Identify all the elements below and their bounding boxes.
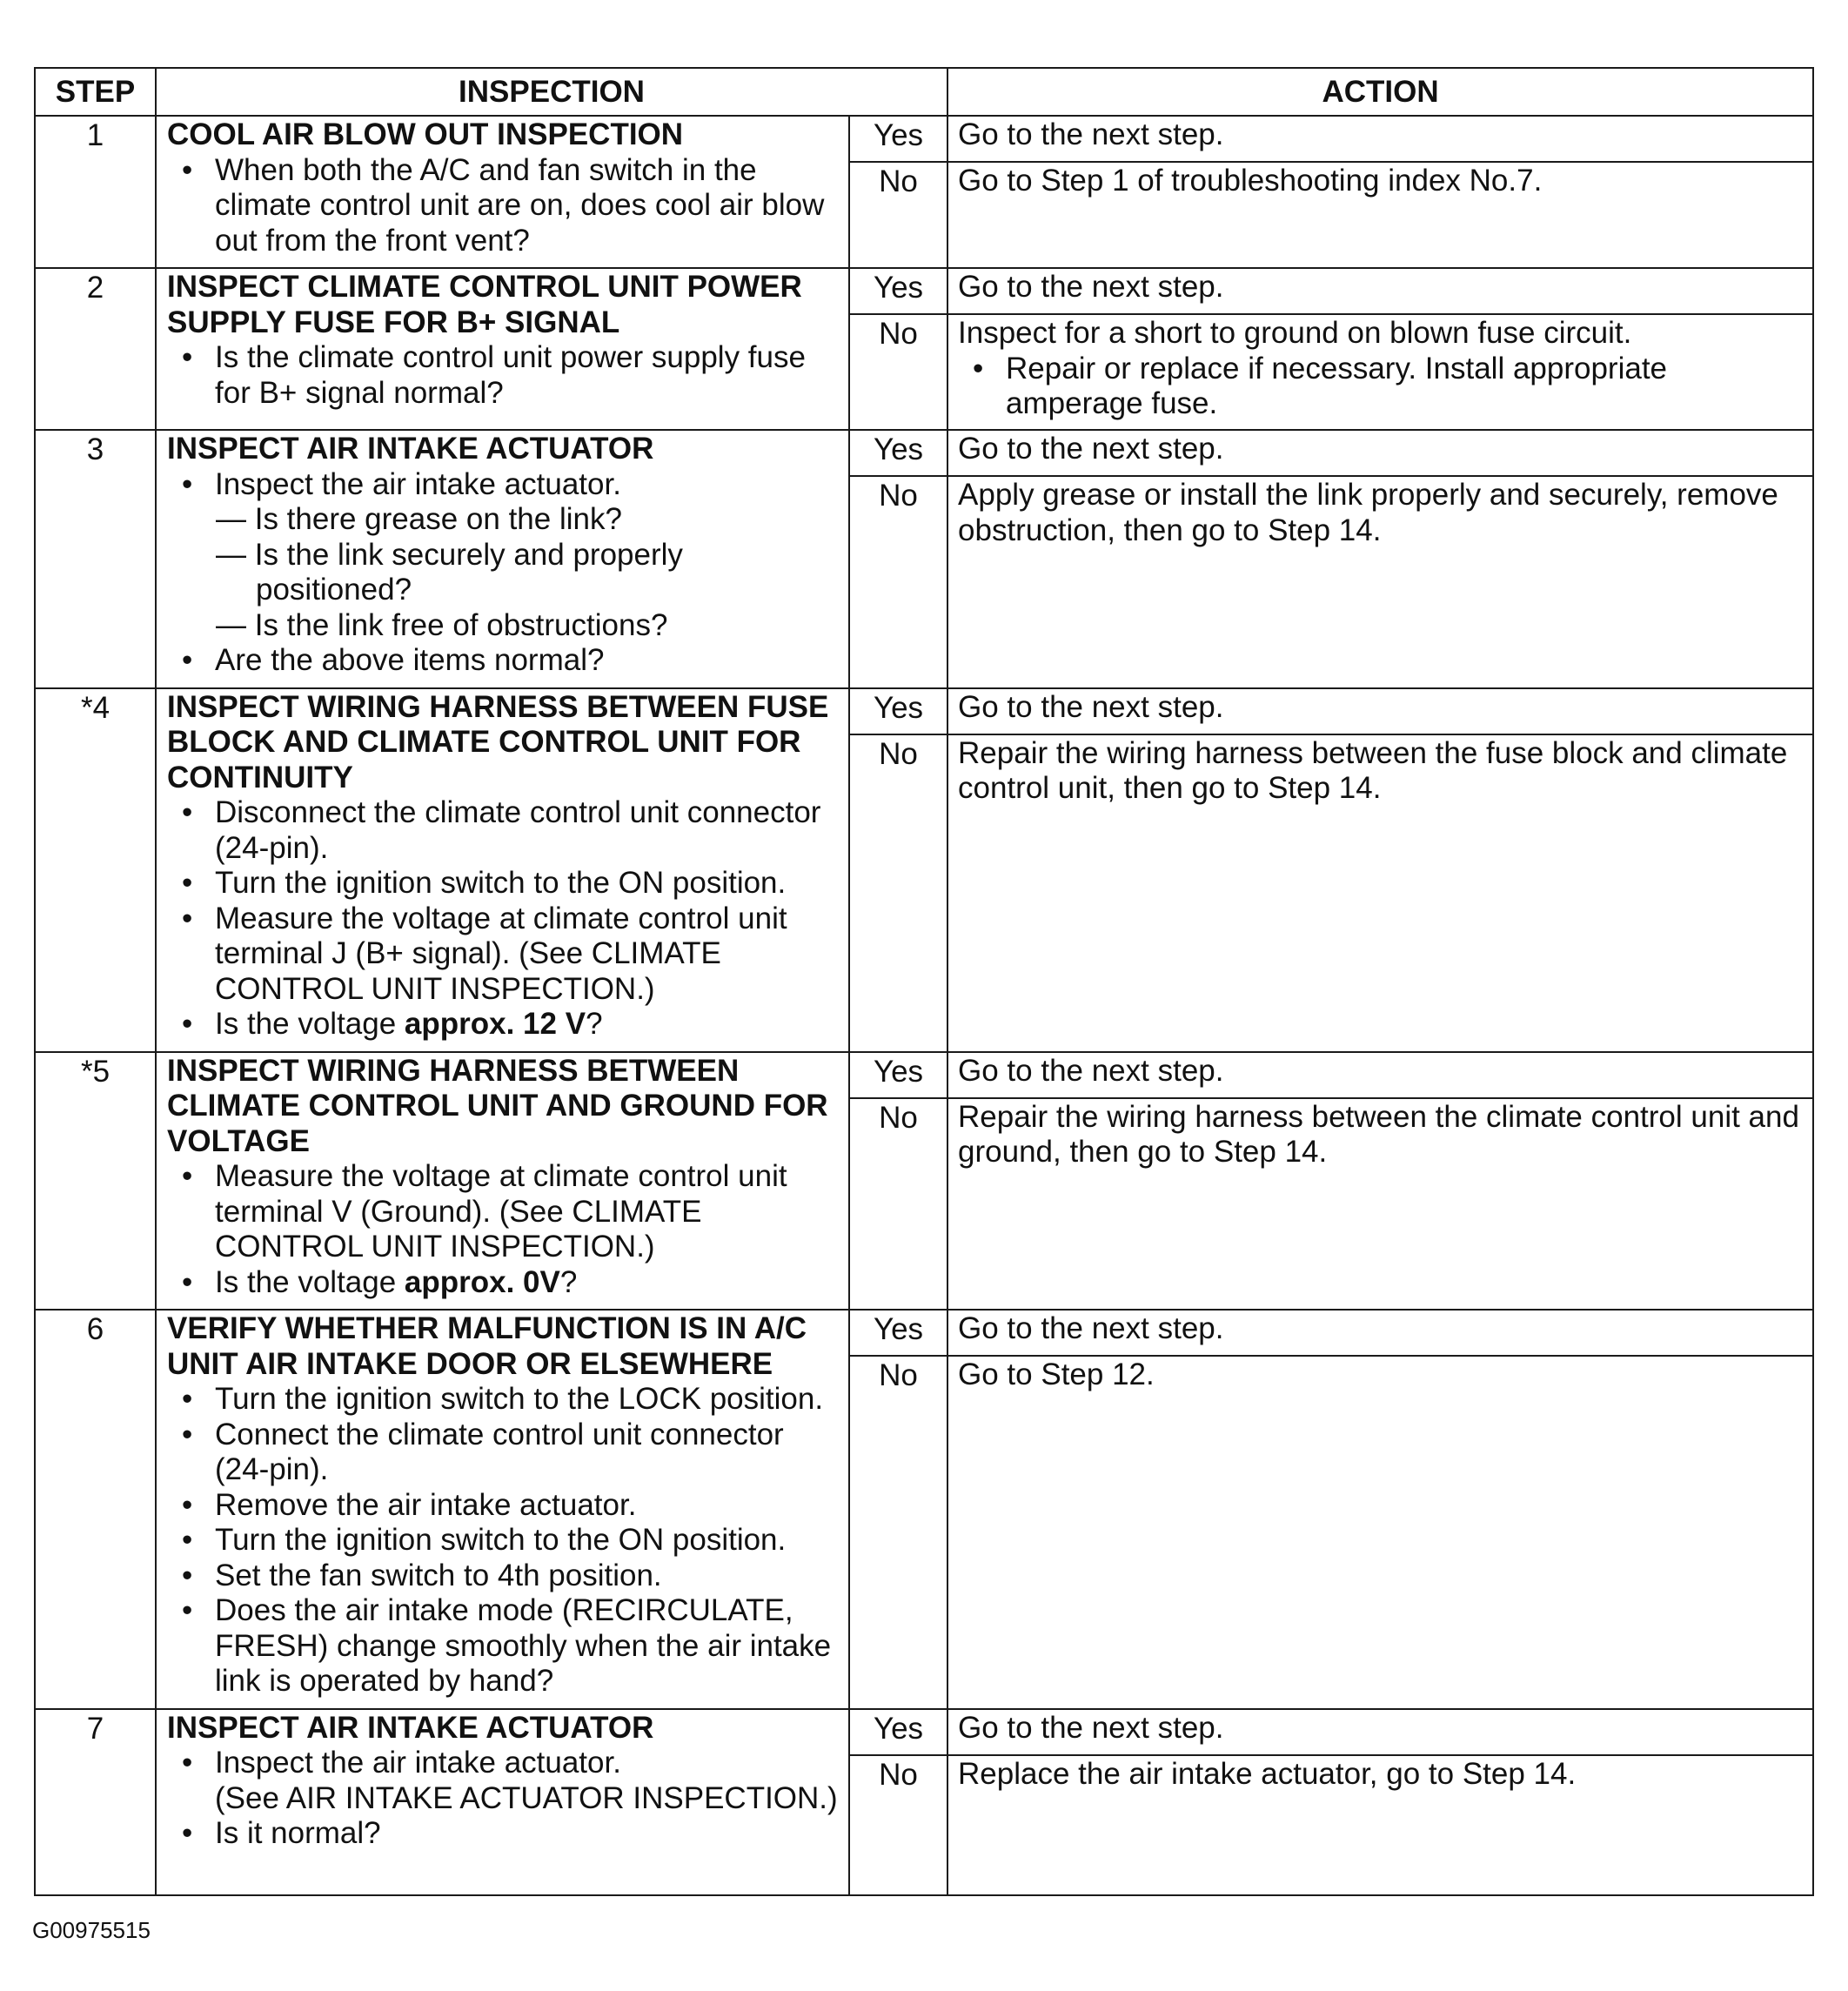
no-action: Apply grease or install the link properly and securely, remove obstruction, then go to Step 14. (958, 478, 1778, 547)
no-action-cell (947, 314, 1813, 430)
inspection-text: Disconnect the climate control unit connector (24-pin). (215, 795, 821, 865)
table-body (35, 116, 1813, 1895)
yes-label: Yes (849, 1052, 947, 1098)
yes-label: Yes (849, 268, 947, 314)
inspection-bullet (167, 795, 845, 866)
inspection-title: INSPECT WIRING HARNESS BETWEEN FUSE BLOCK AND CLIMATE CONTROL UNIT FOR CONTINUITY (167, 689, 829, 794)
header-row (35, 68, 1813, 116)
inspection-text: Measure the voltage at climate control unit terminal J (B+ signal). (See CLIMATE CONTROL UNIT INSPECTION.) (215, 901, 787, 1006)
inspection-bullet (167, 467, 845, 503)
inspection-bullet (167, 643, 845, 679)
inspection-title: COOL AIR BLOW OUT INSPECTION (167, 117, 684, 151)
yes-label: Yes (849, 116, 947, 162)
inspection-title: INSPECT AIR INTAKE ACTUATOR (167, 1710, 654, 1745)
inspection-text: Is the voltage (215, 1264, 405, 1299)
no-action: Replace the air intake actuator, go to Step 14. (958, 1756, 1577, 1791)
step-number: 6 (35, 1310, 156, 1709)
inspection-note (167, 1781, 845, 1817)
table-row (35, 116, 1813, 162)
inspection-text-end: ? (586, 1007, 603, 1041)
inspection-text: Turn the ignition switch to the ON position. (215, 1523, 787, 1557)
inspection-bullet (167, 1007, 845, 1042)
inspection-text: — Is the link free of obstructions? (216, 607, 668, 642)
inspection-cell (156, 430, 849, 688)
inspection-subitem (167, 538, 845, 608)
no-action-cell (947, 476, 1813, 687)
inspection-bullet (167, 1418, 845, 1488)
inspection-text: (See AIR INTAKE ACTUATOR INSPECTION.) (215, 1780, 838, 1815)
yes-label: Yes (849, 1709, 947, 1755)
inspection-text-end: ? (559, 1264, 578, 1299)
inspection-bullet (167, 340, 845, 411)
inspection-bullet (167, 1559, 845, 1594)
inspection-title: INSPECT WIRING HARNESS BETWEEN CLIMATE CONTROL UNIT AND GROUND FOR VOLTAGE (167, 1053, 828, 1158)
inspection-subitem (167, 502, 845, 538)
inspection-bullet (167, 1265, 845, 1301)
table-row (35, 1709, 1813, 1755)
inspection-text: Is the voltage (215, 1007, 405, 1041)
header-inspection: INSPECTION (156, 68, 947, 116)
no-action-cell (947, 1356, 1813, 1708)
inspection-spec-value: approx. 0V (404, 1264, 560, 1299)
step-number: 2 (35, 268, 156, 430)
inspection-cell (156, 1310, 849, 1709)
yes-action: Go to the next step. (947, 1052, 1813, 1098)
inspection-cell (156, 688, 849, 1052)
table-row (35, 1310, 1813, 1356)
header-step: STEP (35, 68, 156, 116)
inspection-text: Remove the air intake actuator. (215, 1487, 637, 1522)
inspection-spec-value: approx. 12 V (404, 1007, 586, 1041)
no-label: No (849, 1098, 947, 1310)
inspection-text: Is the climate control unit power supply fuse for B+ signal normal? (215, 340, 806, 410)
yes-action: Go to the next step. (947, 1709, 1813, 1755)
inspection-cell (156, 116, 849, 268)
inspection-bullet (167, 1593, 845, 1699)
no-action-cell (947, 1755, 1813, 1895)
no-action: Go to Step 1 of troubleshooting index No.7. (958, 164, 1543, 198)
inspection-title: INSPECT AIR INTAKE ACTUATOR (167, 432, 654, 466)
inspection-bullet (167, 866, 845, 902)
inspection-text: When both the A/C and fan switch in the climate control unit are on, does cool air blow out from the front vent? (215, 152, 825, 258)
inspection-text: Inspect the air intake actuator. (215, 1746, 621, 1780)
troubleshooting-table (34, 67, 1814, 1896)
table-row (35, 688, 1813, 734)
no-label: No (849, 476, 947, 687)
yes-action: Go to the next step. (947, 268, 1813, 314)
inspection-bullet (167, 153, 845, 259)
table-row (35, 268, 1813, 314)
table-row (35, 1052, 1813, 1098)
inspection-text: — Is the link securely and properly positioned? (216, 537, 683, 607)
inspection-text: Measure the voltage at climate control unit terminal V (Ground). (See CLIMATE CONTROL UNIT INSPECTION.) (215, 1159, 787, 1264)
inspection-title: INSPECT CLIMATE CONTROL UNIT POWER SUPPLY FUSE FOR B+ SIGNAL (167, 270, 802, 339)
inspection-text: Does the air intake mode (RECIRCULATE, FRESH) change smoothly when the air intake link is operated by hand? (215, 1593, 832, 1698)
no-label: No (849, 1356, 947, 1708)
inspection-bullet (167, 1523, 845, 1559)
inspection-text: Turn the ignition switch to the ON position. (215, 866, 787, 900)
yes-label: Yes (849, 1310, 947, 1356)
no-label: No (849, 734, 947, 1052)
table-row (35, 430, 1813, 476)
step-number: *5 (35, 1052, 156, 1311)
no-action: Repair the wiring harness between the climate control unit and ground, then go to Step 14. (958, 1099, 1799, 1170)
no-action: Repair the wiring harness between the fuse block and climate control unit, then go to Step 14. (958, 735, 1788, 805)
step-number: 7 (35, 1709, 156, 1895)
inspection-text: Are the above items normal? (215, 643, 605, 677)
inspection-cell (156, 1709, 849, 1895)
inspection-bullet (167, 1488, 845, 1524)
yes-label: Yes (849, 688, 947, 734)
inspection-text: Turn the ignition switch to the LOCK position. (215, 1382, 824, 1416)
inspection-cell (156, 1052, 849, 1311)
no-action: Inspect for a short to ground on blown fuse circuit. (958, 316, 1632, 350)
inspection-bullet (167, 902, 845, 1008)
inspection-text: Is it normal? (215, 1816, 381, 1850)
inspection-title: VERIFY WHETHER MALFUNCTION IS IN A/C UNIT AIR INTAKE DOOR OR ELSEWHERE (167, 1311, 807, 1381)
no-label: No (849, 162, 947, 268)
inspection-bullet (167, 1816, 845, 1852)
inspection-bullet (167, 1382, 845, 1418)
no-action-cell (947, 162, 1813, 268)
inspection-text: Inspect the air intake actuator. (215, 466, 621, 501)
no-action-cell (947, 734, 1813, 1052)
yes-action: Go to the next step. (947, 688, 1813, 734)
inspection-text: — Is there grease on the link? (216, 502, 622, 536)
no-action-cell (947, 1098, 1813, 1310)
step-number: 1 (35, 116, 156, 268)
figure-code: G00975515 (32, 1917, 151, 1943)
inspection-text: Connect the climate control unit connector (24-pin). (215, 1417, 784, 1486)
inspection-subitem (167, 608, 845, 644)
step-number: *4 (35, 688, 156, 1052)
no-label: No (849, 314, 947, 430)
no-action: Go to Step 12. (958, 1358, 1155, 1392)
yes-action: Go to the next step. (947, 116, 1813, 162)
inspection-bullet (167, 1159, 845, 1265)
inspection-text: Set the fan switch to 4th position. (215, 1558, 662, 1592)
step-number: 3 (35, 430, 156, 688)
inspection-bullet (167, 1746, 845, 1781)
header-action: ACTION (947, 68, 1813, 116)
yes-action: Go to the next step. (947, 1310, 1813, 1356)
yes-label: Yes (849, 430, 947, 476)
no-action-bullet: • Repair or replace if necessary. Install appropriate amperage fuse. (958, 352, 1805, 422)
no-label: No (849, 1755, 947, 1895)
inspection-cell (156, 268, 849, 430)
yes-action: Go to the next step. (947, 430, 1813, 476)
